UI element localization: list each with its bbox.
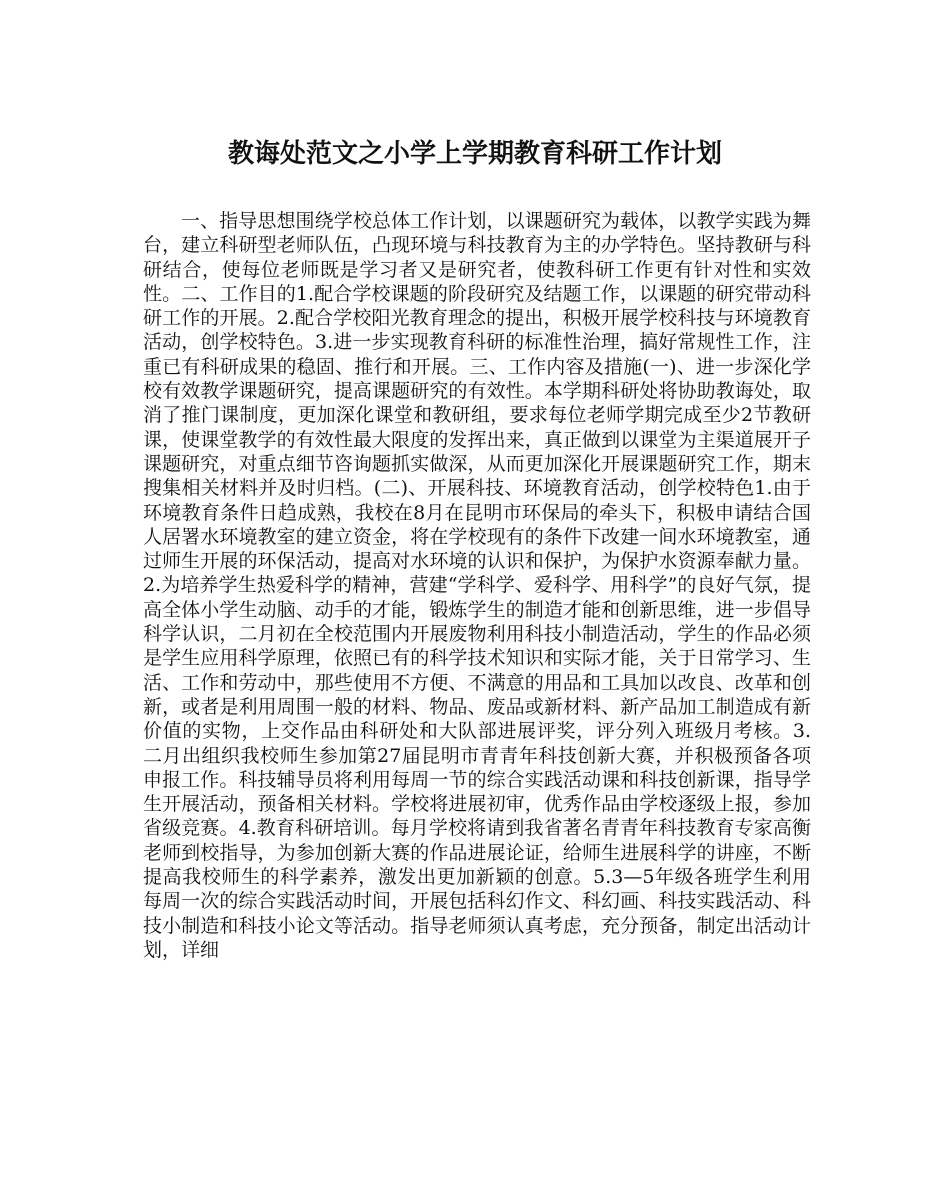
- document-body: 一、指导思想围绕学校总体工作计划，以课题研究为载体，以教学实践为舞台，建立科研型老师队伍，凸现环境与科技教育为主的办学特色。坚持教研与科研结合，使每位老师既是学习者又是研究者，使教科研工作更有针对性和实效性。二、工作目的1.配合学校课题的阶段研究及结题工作，以课题的研究带动科研工作的开展。2.配合学校阳光教育理念的提出，积极开展学校科技与环境教育活动，创学校特色。3.进一步实现教育科研的标准性治理，搞好常规性工作，注重已有科研成果的稳固、推行和开展。三、工作内容及措施(一)、进一步深化学校有效教学课题研究，提高课题研究的有效性。本学期科研处将协助教诲处，取消了推门课制度，更加深化课堂和教研组，要求每位老师学期完成至少2节教研课，使课堂教学的有效性最大限度的发挥出来，真正做到以课堂为主渠道展开子课题研究，对重点细节咨询题抓实做深，从而更加深化开展课题研究工作，期末搜集相关材料并及时归档。(二)、开展科技、环境教育活动，创学校特色1.由于环境教育条件日趋成熟，我校在8月在昆明市环保局的牵头下，积极申请结合国人居署水环境教室的建立资金，将在学校现有的条件下改建一间水环境教室，通过师生开展的环保活动，提高对水环境的认识和保护，为保护水资源奉献力量。2.为培养学生热爱科学的精神，营建“学科学、爱科学、用科学”的良好气氛，提高全体小学生动脑、动手的才能，锻炼学生的制造才能和创新思维，进一步倡导科学认识，二月初在全校范围内开展废物利用科技小制造活动，学生的作品必须是学生应用科学原理，依照已有的科学技术知识和实际才能，关于日常学习、生活、工作和劳动中，那些使用不方便、不满意的用品和工具加以改良、改革和创新，或者是利用周围一般的材料、物品、废品或新材料、新产品加工制造成有新价值的实物，上交作品由科研处和大队部进展评奖，评分列入班级月考核。3. 二月出组织我校师生参加第27届昆明市青青年科技创新大赛，并积极预备各项申报工作。科技辅导员将利用每周一节的综合实践活动课和科技创新课，指导学生开展活动，预备相关材料。学校将进展初审，优秀作品由学校逐级上报，参加省级竞赛。4.教育科研培训。每月学校将请到我省著名青青年科技教育专家高衡老师到校指导，为参加创新大赛的作品进展论证，给师生进展科学的讲座，不断提高我校师生的科学素养，激发出更加新颖的创意。5.3—5年级各班学生利用每周一次的综合实践活动时间，开展包括科幻作文、科幻画、科技实践活动、科技小制造和科技小论文等活动。指导老师须认真考虑，充分预备，制定出活动计划，详细: [143, 210, 811, 961]
- document-title: 教诲处范文之小学上学期教育科研工作计划: [227, 139, 722, 169]
